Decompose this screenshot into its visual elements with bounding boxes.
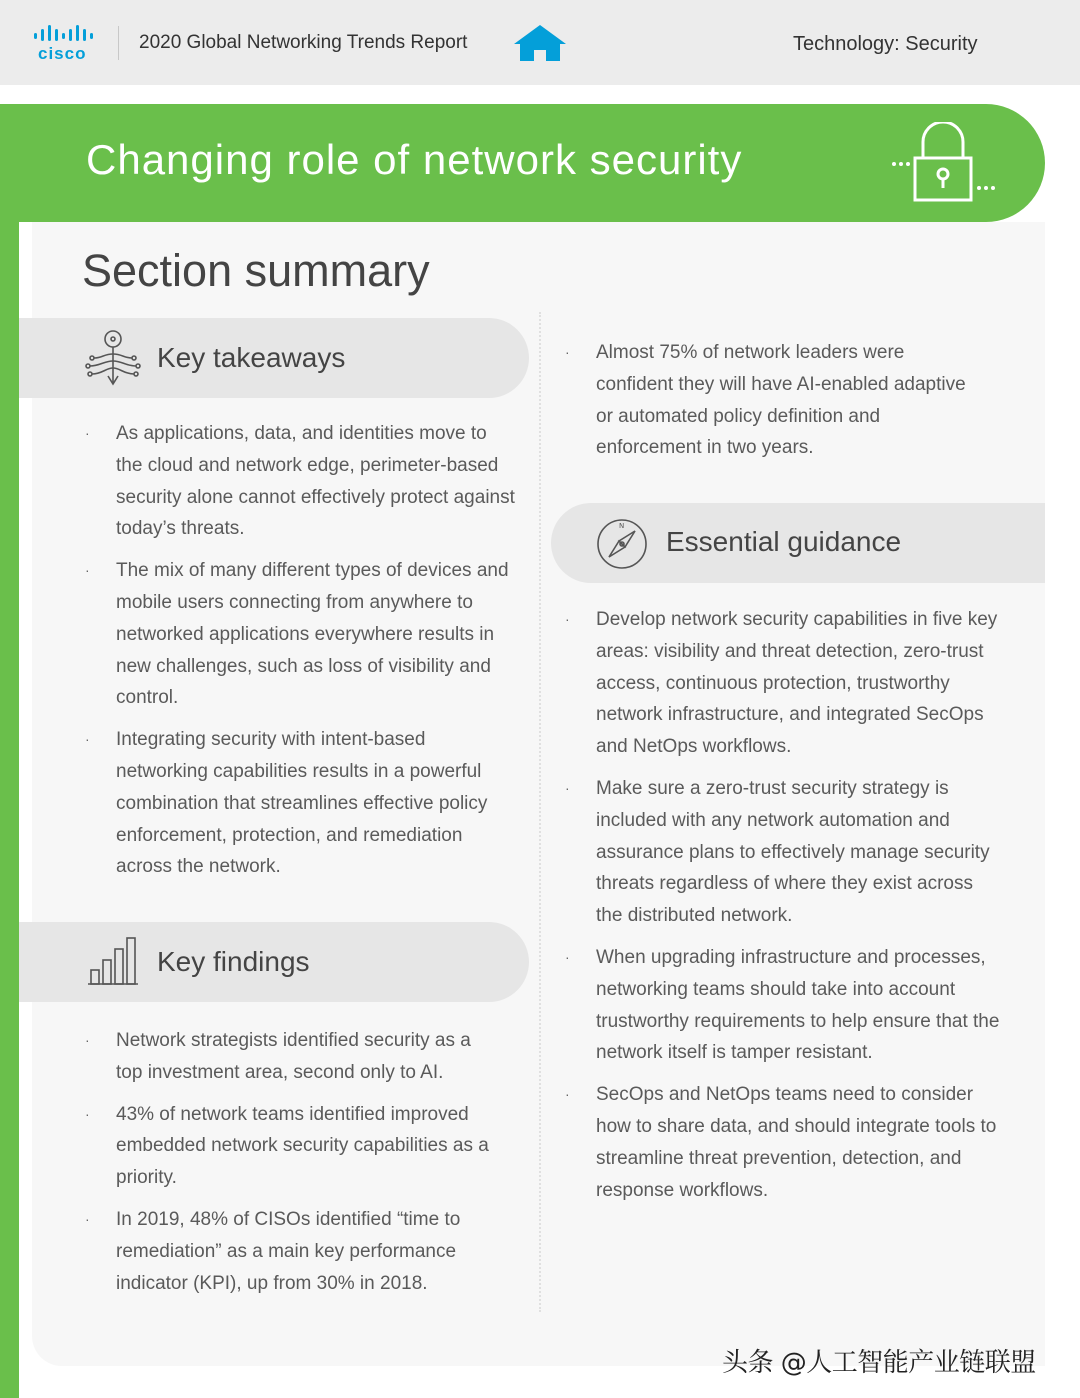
key-findings-title: Key findings — [157, 946, 310, 977]
list-item: · In 2019, 48% of CISOs identified “time to remediation” as a main key performance indicator (KPI), up from 30% in 2018. — [85, 1208, 461, 1294]
bar-chart-icon — [86, 934, 140, 988]
key-findings-list — [85, 1025, 496, 1309]
list-item: · SecOps and NetOps teams need to consider how to share data, and should integrate tools to streamline threat prevention, detection, and response workflows. — [565, 1084, 997, 1201]
list-item: · Integrating security with intent-based networking capabilities results in a powerful combination that streamlines effective policy enforcement, protection, and remediation across the network. — [85, 729, 488, 878]
list-item: · Network strategists identified security as a top investment area, second only to AI. — [85, 1030, 471, 1083]
svg-text:N: N — [619, 522, 625, 530]
cisco-logo-text: cisco — [38, 44, 87, 63]
essential-guidance-title: Essential guidance — [666, 526, 902, 557]
list-item: · The mix of many different types of devices and mobile users connecting from anywhere to networked applications everywhere results in new challenges, such as loss of visibility and control. — [85, 560, 509, 709]
key-findings-continued-list — [565, 337, 986, 474]
watermark: 头条 @人工智能产业链联盟 — [722, 1348, 1036, 1378]
logo-divider — [118, 26, 119, 60]
compass-icon — [595, 517, 649, 571]
key-icon — [84, 328, 142, 388]
list-item: · Almost 75% of network leaders were confident they will have AI-enabled adaptive or automated policy definition and enforcement in two years. — [565, 342, 966, 459]
list-item: · 43% of network teams identified improved embedded network security capabilities as a priority. — [85, 1103, 489, 1189]
section-title: Section summary — [82, 245, 430, 296]
list-item: · Make sure a zero-trust security strategy is included with any network automation and assurance plans to effectively manage security threats regardless of where they exist across the distributed network. — [565, 777, 990, 927]
list-item: · As applications, data, and identities move to the cloud and network edge, perimeter-based security alone cannot effectively protect against today’s threats. — [85, 423, 515, 540]
column-divider — [539, 312, 541, 1312]
essential-guidance-list — [565, 604, 1001, 1216]
banner-title: Changing role of network security — [86, 136, 743, 183]
lock-icon — [886, 122, 1002, 206]
key-takeaways-title: Key takeaways — [157, 342, 346, 373]
report-title: 2020 Global Networking Trends Report — [139, 32, 468, 53]
green-accent-bar — [0, 104, 19, 1398]
category-label: Technology: Security — [793, 33, 978, 55]
list-item: · When upgrading infrastructure and processes, networking teams should take into account trustworthy requirements to help ensure that the network itself is tamper resistant. — [565, 946, 1000, 1064]
key-takeaways-list — [85, 418, 516, 893]
home-icon[interactable] — [513, 24, 567, 62]
list-item: · Develop network security capabilities in five key areas: visibility and threat detection, zero-trust access, continuous protection, trustworthy network infrastructure, and integrated SecOps and NetOps workflows. — [565, 609, 998, 758]
